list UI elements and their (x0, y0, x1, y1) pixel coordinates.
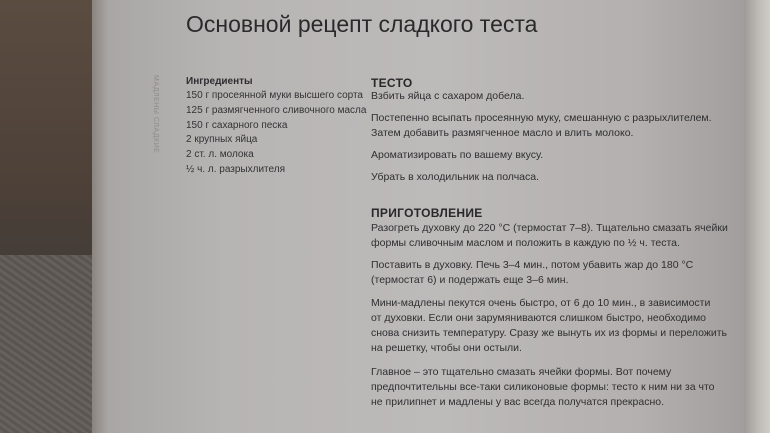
ingredient-item: 2 ст. л. молока (186, 149, 254, 161)
text-line: формы сливочным маслом и положить в каждую по ½ ч. теста. (371, 237, 680, 249)
text-line: не прилипнет и мадлены у вас всегда получатся прекрасно. (371, 396, 665, 408)
dough-paragraph (371, 89, 716, 104)
text-line: от духовки. Если они зарумяниваются слишком быстро, необходимо (371, 312, 707, 324)
preparation-paragraph (371, 365, 716, 410)
text-line: на решетку, чтобы они остыли. (371, 342, 522, 354)
text-line: Разогреть духовку до 220 °С (термостат 7–8). Тщательно смазать ячейки (371, 222, 728, 234)
ingredient-item: 125 г размягченного сливочного масла (186, 104, 367, 116)
ingredient-item: ½ ч. л. разрыхлителя (186, 163, 285, 175)
dough-paragraph (371, 148, 716, 163)
preparation-heading-text: ПРИГОТОВЛЕНИЕ (371, 206, 483, 220)
dough-heading-text: ТЕСТО (371, 76, 413, 90)
text-line: Взбить яйца с сахаром добела. (371, 90, 525, 102)
text-line: Мини-мадлены пекутся очень быстро, от 6 до 10 мин., в зависимости (371, 297, 711, 309)
text-line: (термостат 6) и подержать еще 3–6 мин. (371, 274, 569, 286)
ingredients-list (186, 76, 366, 178)
running-head: МАДЛЕНЫ СЛАДКИЕ (152, 75, 159, 154)
preparation-paragraph (371, 258, 716, 288)
preparation-paragraph (371, 221, 728, 251)
preparation-heading (371, 206, 716, 220)
ingredient-item: 2 крупных яйца (186, 134, 258, 146)
ingredients-heading: Ингредиенты (186, 76, 253, 87)
page-title: Основной рецепт сладкого теста (186, 11, 538, 37)
ingredient-item: 150 г сахарного песка (186, 119, 288, 131)
dough-heading (371, 76, 716, 90)
text-line: Убрать в холодильник на полчаса. (371, 171, 540, 183)
text-line: предпочтительны все-таки силиконовые формы: тесто к ним ни за что (371, 381, 715, 393)
text-line: Главное – это тщательно смазать ячейки формы. Вот почему (371, 366, 672, 378)
text-line: Постепенно всыпать просеянную муку, смешанную с разрыхлителем. (371, 112, 712, 124)
fabric-surface (0, 255, 100, 433)
preparation-paragraph (371, 296, 727, 356)
dough-paragraph (371, 111, 716, 141)
ingredient-item: 150 г просеянной муки высшего сорта (186, 90, 363, 101)
page-curl-edge (744, 0, 770, 433)
text-line: Затем добавить размягченное масло и влить молоко. (371, 127, 634, 139)
text-line: Ароматизировать по вашему вкусу. (371, 149, 544, 161)
text-line: Поставить в духовку. Печь 3–4 мин., потом убавить жар до 180 °С (371, 259, 694, 271)
dough-paragraph (371, 170, 716, 185)
text-line: снова снизить температуру. Сразу же вынуть их из формы и переложить (371, 327, 727, 339)
